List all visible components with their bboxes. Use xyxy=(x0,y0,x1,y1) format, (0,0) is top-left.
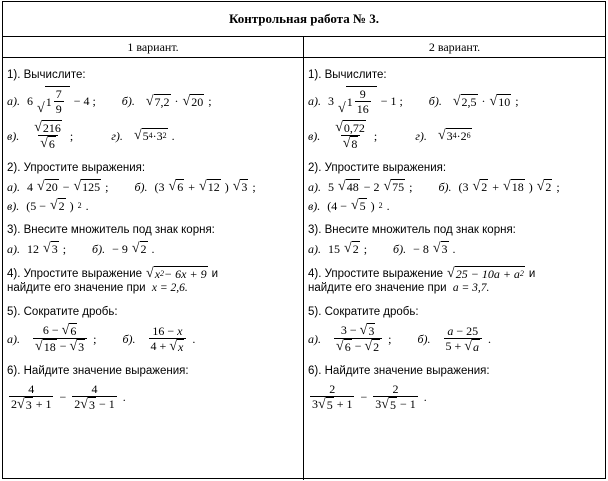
task-6 xyxy=(7,364,299,412)
v2-task-1 xyxy=(308,68,601,151)
variant-1-column xyxy=(3,37,304,480)
variant-2-header: 2 вариант. xyxy=(304,37,605,58)
task-5 xyxy=(7,305,299,354)
v2-task-5-row: а). 3 − √ 3 √ 6 − √ 2 ; б). a − 25 5 + √ a . xyxy=(308,323,491,354)
v2-task-5-label: 5). Сократите дробь: xyxy=(308,306,419,318)
v2-task-2-row-1: а). 5 √ 48 − 2 √ 75 ; б). (3 √ 2 + √ 18 ) √ 2 ; xyxy=(308,179,560,194)
v2-task-4-row-1: 4). Упростите выражение √ 25 − 10a + a 2 и xyxy=(308,266,536,281)
v2-task-2-label: 2). Упростите выражения: xyxy=(308,162,447,174)
task-2-row-2: в). (5 − √ 2 ) 2 . xyxy=(7,198,89,213)
v2-task-6-label: 6). Найдите значение выражения: xyxy=(308,365,490,377)
v2-task-2 xyxy=(308,161,601,213)
v2-task-1-row-2: в). √ 0,72 √ 8 ; г). √ 3 4 ·2 6 xyxy=(308,120,471,151)
task-5-row: а). 6 − √ 6 √ 18 − √ 3 ; б). 16 − x 4 + √ x . xyxy=(7,323,196,354)
task-1 xyxy=(7,68,299,151)
v2-task-3-label: 3). Внесите множитель под знак корня: xyxy=(308,224,516,236)
v2-task-4-condition: a = 3,7. xyxy=(452,282,490,294)
task-5-label: 5). Сократите дробь: xyxy=(7,306,118,318)
v2-task-4-label: 4). Упростите выражение xyxy=(308,267,444,280)
v2-task-3-row: а). 15 √ 2 ; б). − 8 √ 3 . xyxy=(308,241,456,256)
task-1-label: 1). Вычислите: xyxy=(7,69,86,81)
v2-task-2-row-2: в). (4 − √ 5 ) 2 . xyxy=(308,198,390,213)
task-4-row-1: 4). Упростите выражение √ x 2 − 6x + 9 и xyxy=(7,266,219,281)
v2-task-1-row-1: а). 3 √ 1 $\frac{9}{16}$ − 1 ; б). √ 2,5 · √ 10 ; xyxy=(308,87,519,116)
variant-2-column xyxy=(304,37,605,480)
task-6-label: 6). Найдите значение выражения: xyxy=(7,365,189,377)
task-3 xyxy=(7,223,299,256)
variant-1-header: 1 вариант. xyxy=(3,37,303,58)
task-6-row: 4 2 √ 3 + 1 − 4 2 √ 3 − 1 . xyxy=(11,382,126,412)
v2-task-4-line2: найдите его значение при xyxy=(308,282,447,294)
task-3-row: а). 12 √ 3 ; б). − 9 √ 2 . xyxy=(7,241,155,256)
task-2-label: 2). Упростите выражения: xyxy=(7,162,146,174)
v2-task-4-tail: и xyxy=(528,267,536,280)
task-4-condition: x = 2,6. xyxy=(151,282,188,294)
v2-task-1-label: 1). Вычислите: xyxy=(308,69,387,81)
task-2-row-1: а). 4 √ 20 − √ 125 ; б). (3 √ 6 + √ 12 ) √ 3 ; xyxy=(7,179,256,194)
task-2 xyxy=(7,161,299,213)
v2-task-4 xyxy=(308,266,601,295)
task-1-row-1: а). 6 √ 1 $\frac{7}{9}$ − 4 ; б). √ 7,2 · √ 20 ; xyxy=(7,87,212,116)
page-title: Контрольная работа № 3. xyxy=(3,2,605,37)
v2-task-5 xyxy=(308,305,601,354)
task-1-row-2: в). √ 216 √ 6 ; г). √ 5 4 ·3 2 . xyxy=(7,120,175,151)
task-4-tail: и xyxy=(211,267,219,280)
task-4 xyxy=(7,266,299,295)
task-3-label: 3). Внесите множитель под знак корня: xyxy=(7,224,215,236)
task-4-row-2 xyxy=(7,281,299,295)
task-4-label: 4). Упростите выражение xyxy=(7,267,143,280)
v2-task-3 xyxy=(308,223,601,256)
v2-task-6-row: 2 3 √ 5 + 1 − 2 3 √ 5 − 1 . xyxy=(312,382,427,412)
worksheet xyxy=(2,1,606,479)
task-4-line2: найдите его значение при xyxy=(7,282,146,294)
v2-task-6 xyxy=(308,364,601,412)
v2-task-4-row-2 xyxy=(308,281,601,295)
